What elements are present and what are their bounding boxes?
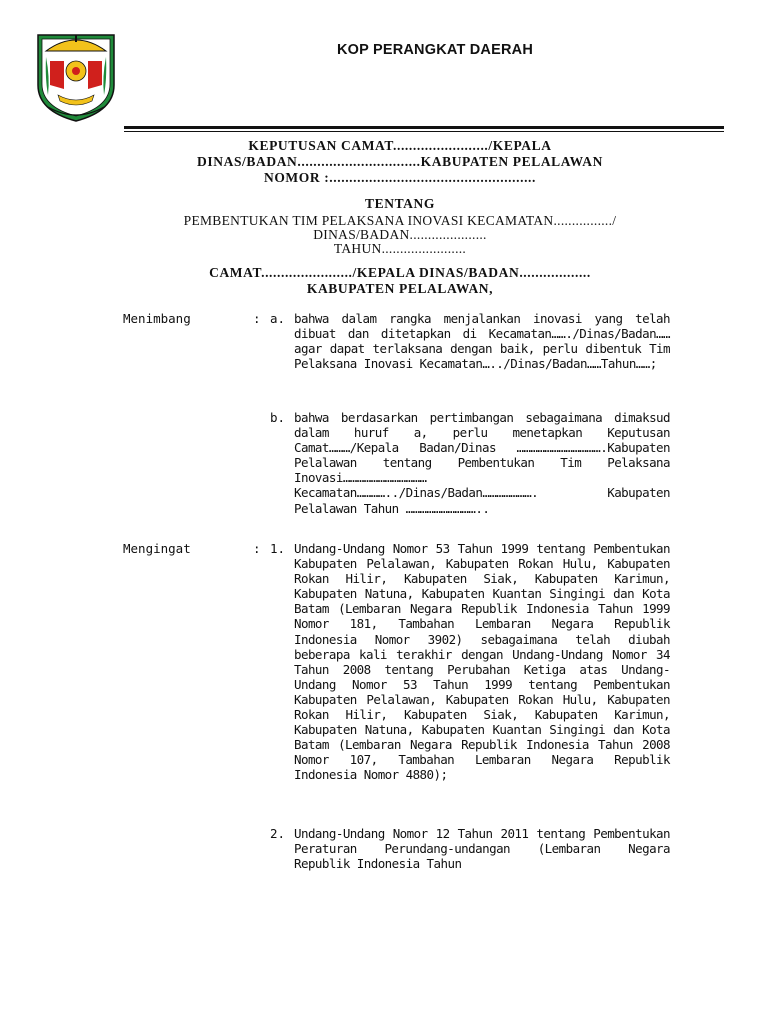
menimbang-item-b-mark: b.	[270, 410, 286, 425]
mengingat-colon: :	[253, 541, 261, 556]
subject-line-2: DINAS/BADAN.....................	[313, 227, 487, 242]
mengingat-item-2-text: Undang-Undang Nomor 12 Tahun 2011 tentang Pembentukan Peraturan Perundang-undangan (Lembaran Negara Republik Indonesia Tahun	[294, 826, 670, 872]
issuer-line-2: KABUPATEN PELALAWAN,	[306, 281, 494, 296]
decree-issuer	[100, 265, 700, 297]
mengingat-label: Mengingat	[123, 541, 191, 556]
issuer-line-1: CAMAT......................./KEPALA DINAS/BADAN..................	[209, 265, 591, 280]
mengingat-item-1-mark: 1.	[270, 541, 286, 556]
tentang-heading: TENTANG	[365, 196, 435, 211]
letterhead-rule-thick	[124, 126, 724, 129]
menimbang-colon: :	[253, 311, 261, 326]
menimbang-item-b-text: bahwa berdasarkan pertimbangan sebagaimana dimaksud dalam huruf a, perlu menetapkan Keputusan Camat………/Kepala Badan/Dinas ……………………………….Kabupaten Pelalawan tentang Pembentukan Tim Pelaksana Inovasi……………………………… Kecamatan…………../Dinas/Badan…………………. Kabupaten Pelalawan Tahun …………………………..	[294, 410, 670, 516]
subject-line-1: PEMBENTUKAN TIM PELAKSANA INOVASI KECAMATAN................/	[183, 213, 617, 228]
decree-title-line-2: DINAS/BADAN...............................KABUPATEN PELALAWAN	[197, 154, 603, 169]
letterhead-rule-thin	[124, 131, 724, 132]
menimbang-item-a-text: bahwa dalam rangka menjalankan inovasi yang telah dibuat dan ditetapkan di Kecamatan……./Dinas/Badan……agar dapat terlaksana dengan baik, perlu dibentuk Tim Pelaksana Inovasi Kecamatan…../Dinas/Badan……Tahun……;	[294, 311, 670, 372]
subject-line-3: TAHUN.......................	[333, 241, 467, 256]
mengingat-item-2-mark: 2.	[270, 826, 286, 841]
decree-number-line: NOMOR :....................................................	[263, 170, 536, 185]
decree-title-line-1: KEPUTUSAN CAMAT......................../KEPALA	[248, 138, 552, 153]
regional-crest-icon	[34, 27, 118, 123]
decree-subject	[100, 196, 700, 256]
letterhead-title: KOP PERANGKAT DAERAH	[336, 42, 533, 58]
menimbang-item-a-mark: a.	[270, 311, 286, 326]
menimbang-label: Menimbang	[123, 311, 191, 326]
mengingat-item-1-text: Undang-Undang Nomor 53 Tahun 1999 tentang Pembentukan Kabupaten Pelalawan, Kabupaten Rokan Hulu, Kabupaten Rokan Hilir, Kabupaten Siak, Kabupaten Karimun, Kabupaten Natuna, Kabupaten Kuantan Singingi dan Kota Batam (Lembaran Negara Republik Indonesia Tahun 1999 Nomor 181, Tambahan Lembaran Negara Republik Indonesia Nomor 3902) sebagaimana telah diubah beberapa kali terakhir dengan Undang-Undang Nomor 34 Tahun 2008 tentang Perubahan Ketiga atas Undang-Undang Nomor 53 Tahun 1999 tentang Pembentukan Kabupaten Pelalawan, Kabupaten Rokan Hulu, Kabupaten Rokan Hilir, Kabupaten Siak, Kabupaten Karimun, Kabupaten Natuna, Kabupaten Kuantan Singingi dan Kota Batam (Lembaran Negara Republik Indonesia Tahun 2008 Nomor 107, Tambahan Lembaran Negara Republik Indonesia Nomor 4880);	[294, 541, 670, 783]
decree-title	[100, 138, 700, 186]
